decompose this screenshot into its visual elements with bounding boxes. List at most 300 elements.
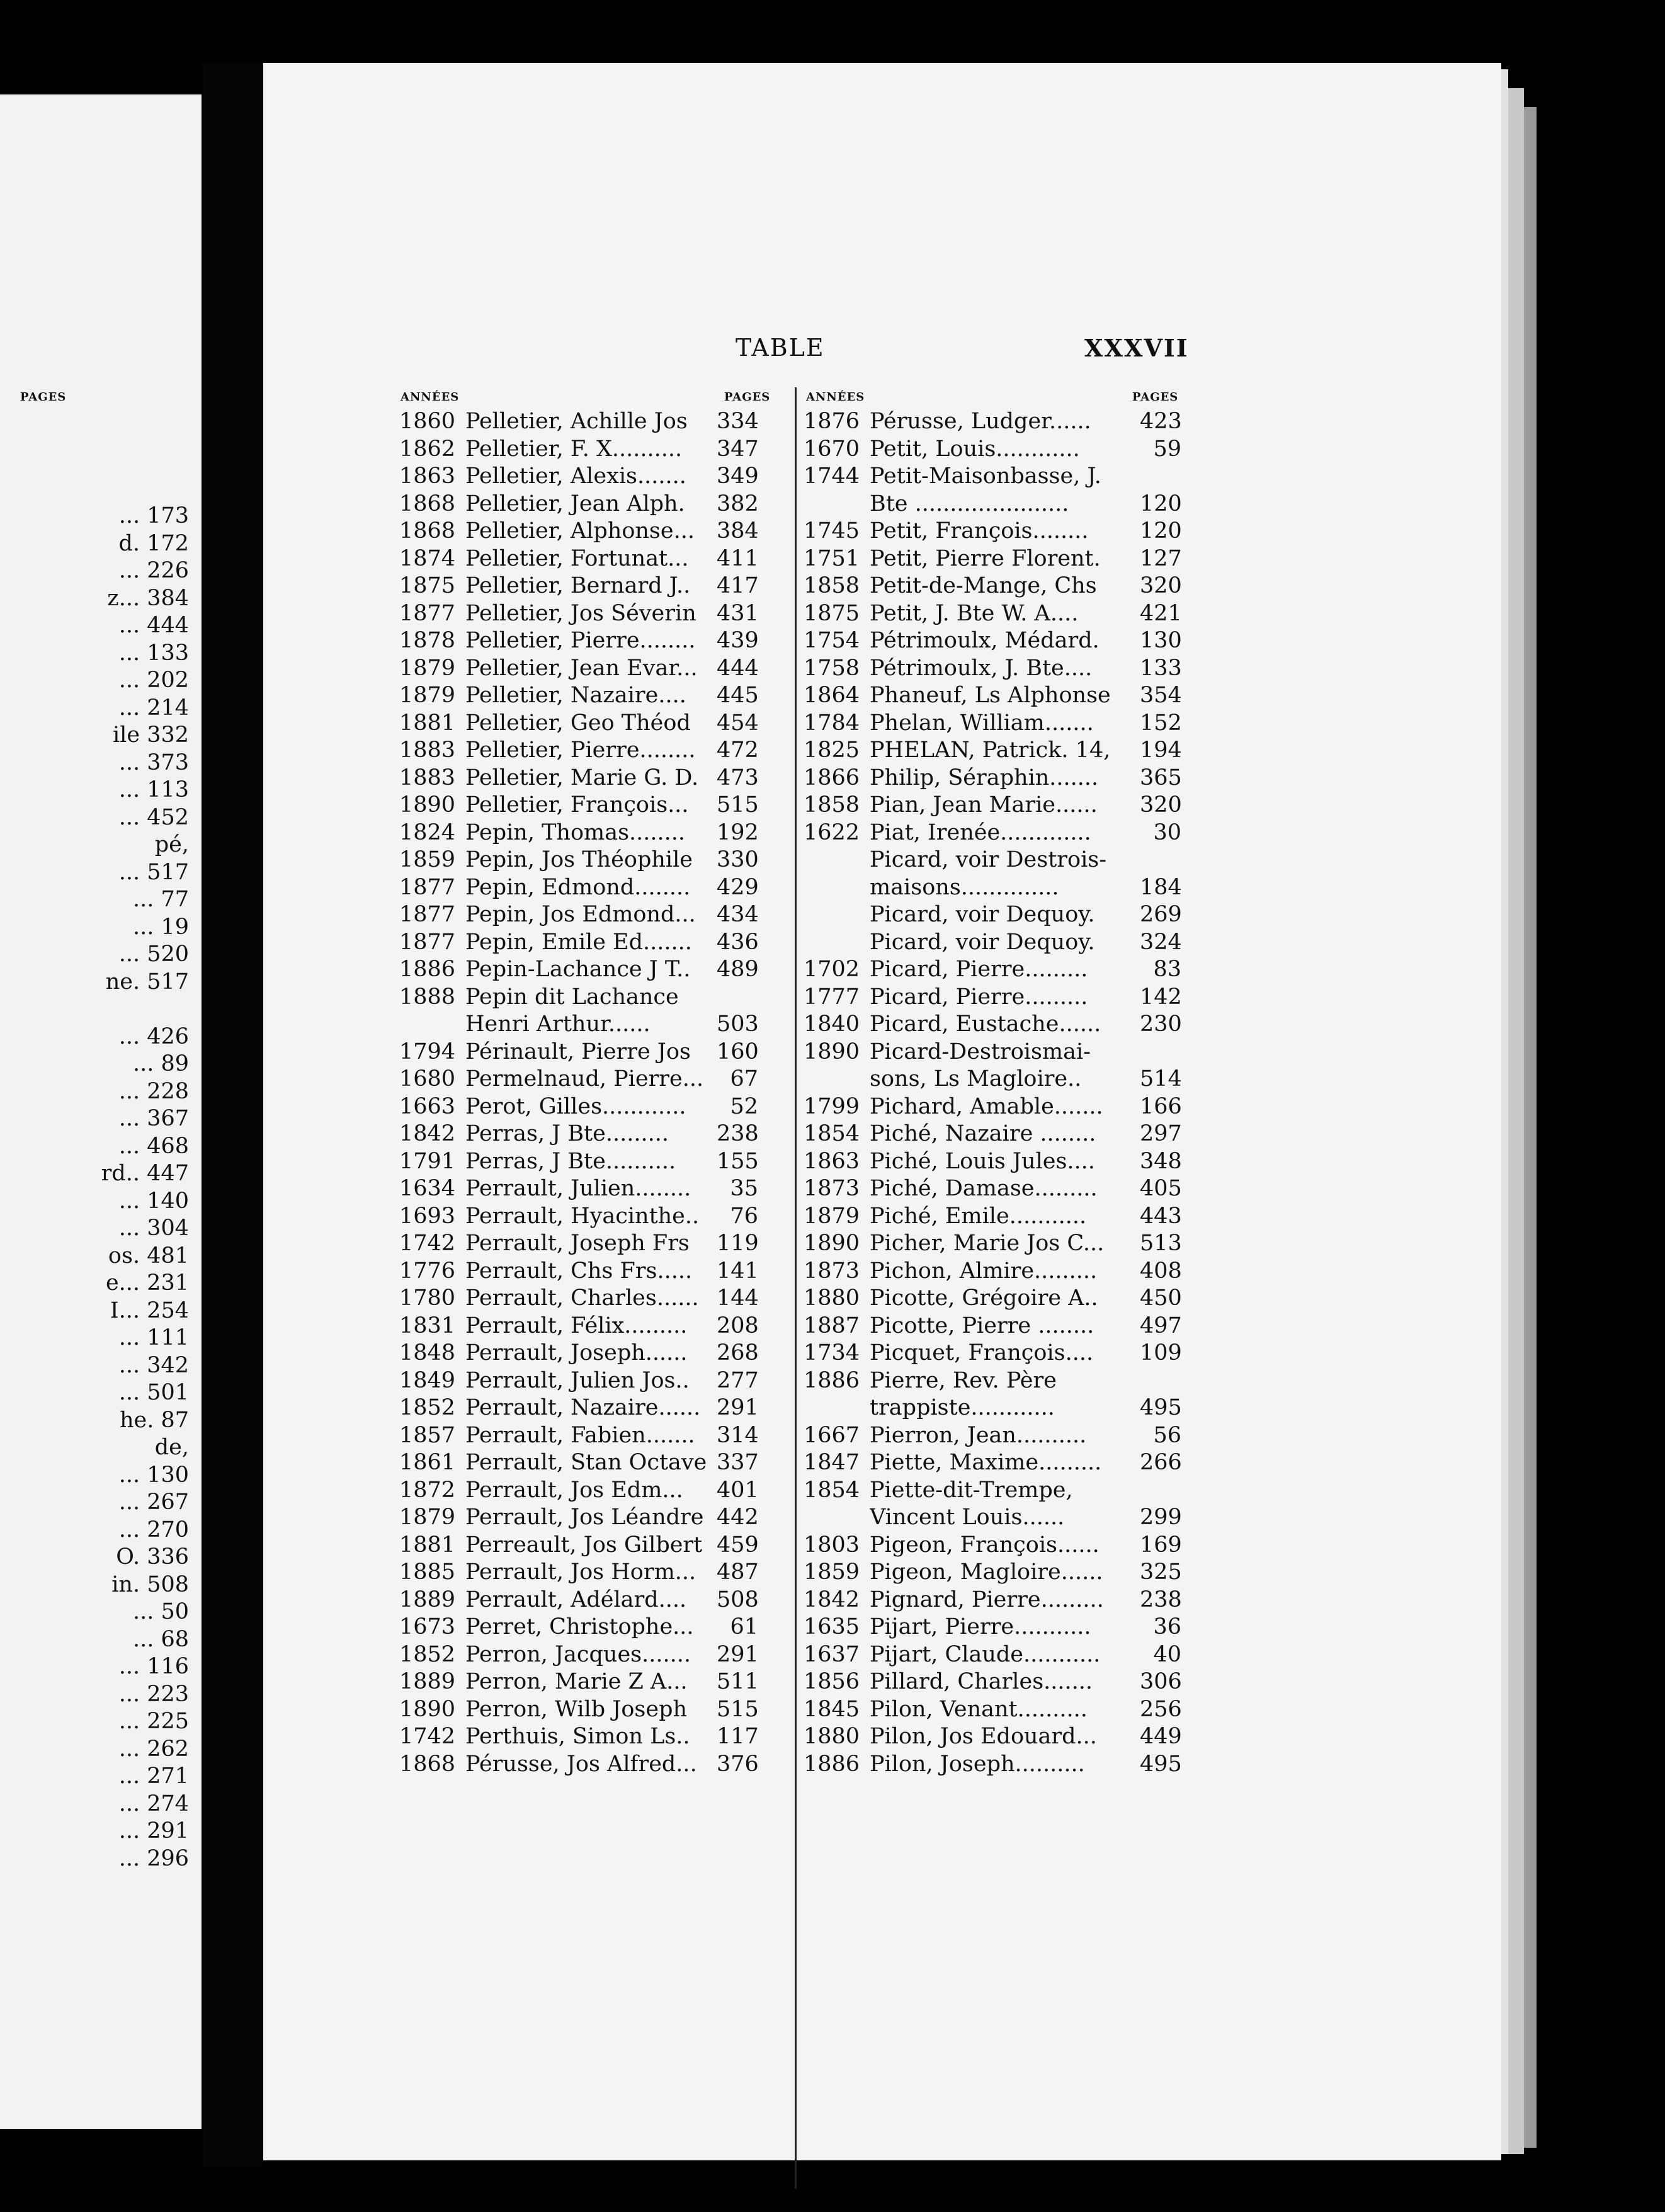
entry-page: 120	[1140, 491, 1182, 516]
index-entry	[399, 655, 758, 683]
facing-page-line: ... 77	[132, 887, 189, 912]
entry-page: 169	[1140, 1532, 1182, 1558]
index-entry	[399, 1422, 758, 1450]
entry-page: 347	[717, 436, 759, 462]
entry-page: 515	[717, 1696, 759, 1722]
entry-name: Pelletier, Achille Jos	[465, 409, 688, 434]
entry-page: 411	[717, 545, 759, 571]
index-entry	[804, 1313, 1181, 1340]
entry-name: Pian, Jean Marie......	[870, 792, 1098, 818]
index-entry	[804, 1148, 1181, 1176]
entry-name: Pignard, Pierre.........	[870, 1587, 1104, 1612]
entry-year: 1858	[804, 573, 860, 598]
entry-name: Vincent Louis......	[870, 1505, 1065, 1530]
entry-year	[804, 929, 870, 957]
entry-year: 1889	[399, 1669, 456, 1694]
entry-year: 1845	[804, 1696, 860, 1722]
entry-year: 1848	[399, 1340, 456, 1365]
entry-page: 405	[1140, 1176, 1182, 1201]
entry-year: 1744	[804, 464, 860, 489]
entry-year	[399, 1011, 465, 1039]
entry-name: Pigeon, François......	[870, 1532, 1100, 1558]
entry-name: Pepin, Thomas........	[465, 819, 686, 845]
index-entry	[804, 956, 1181, 984]
entry-name: Picard, voir Dequoy.	[870, 929, 1095, 955]
entry-page: 503	[717, 1012, 759, 1037]
entry-name: Perrault, Stan Octave	[465, 1450, 707, 1475]
entry-year: 1663	[399, 1093, 456, 1119]
facing-page-line: ... 19	[132, 914, 189, 940]
entry-name: Petit, François........	[870, 518, 1089, 544]
entry-name: Picard, Eustache......	[870, 1012, 1101, 1037]
entry-name: Pelletier, Alexis.......	[465, 464, 686, 489]
entry-page: 513	[1140, 1231, 1182, 1256]
entry-page: 349	[717, 464, 759, 489]
entry-year	[804, 901, 870, 929]
index-entry	[804, 1367, 1181, 1395]
index-entry	[399, 545, 758, 573]
entry-page: 459	[717, 1532, 759, 1558]
entry-year: 1693	[399, 1203, 456, 1229]
entry-year: 1873	[804, 1258, 860, 1284]
entry-page: 166	[1140, 1093, 1182, 1119]
entry-year: 1868	[399, 1751, 456, 1777]
entry-page: 429	[717, 874, 759, 900]
entry-page: 238	[717, 1121, 759, 1146]
entry-name: Phaneuf, Ls Alphonse	[870, 683, 1111, 708]
entry-name: Picard-Destroismai-	[870, 1039, 1091, 1064]
index-entry	[804, 984, 1181, 1012]
running-title: TABLE	[736, 334, 825, 362]
entry-year: 1702	[804, 957, 860, 982]
entry-name: Perot, Gilles............	[465, 1093, 686, 1119]
entry-name: Pilon, Joseph..........	[870, 1751, 1085, 1777]
index-entry	[399, 847, 758, 874]
index-entry	[804, 1175, 1181, 1203]
index-entry	[804, 1066, 1181, 1093]
entry-page: 155	[717, 1148, 759, 1174]
entry-page: 487	[717, 1559, 759, 1585]
entry-page: 130	[1140, 628, 1182, 653]
entry-name: Pilon, Venant..........	[870, 1696, 1088, 1722]
facing-page-line: ... 262	[118, 1736, 189, 1762]
index-entry	[804, 1668, 1181, 1696]
index-entry	[804, 1422, 1181, 1450]
facing-page-line: ... 228	[118, 1078, 189, 1104]
entry-year: 1673	[399, 1614, 456, 1639]
index-entry	[804, 1230, 1181, 1258]
entry-page	[1140, 1039, 1181, 1066]
facing-page-line: ... 342	[118, 1352, 189, 1378]
entry-year: 1842	[804, 1587, 860, 1612]
entry-page: 348	[1140, 1148, 1182, 1174]
entry-year: 1856	[804, 1669, 860, 1694]
index-entry	[399, 491, 758, 518]
facing-page-line: ... 296	[118, 1845, 189, 1871]
entry-name: Perrault, Chs Frs.....	[465, 1258, 693, 1284]
facing-page-line: ... 225	[118, 1709, 189, 1734]
entry-page: 67	[730, 1066, 758, 1092]
entry-name: Picotte, Pierre ........	[870, 1313, 1094, 1338]
entry-page: 334	[717, 409, 759, 434]
entry-year: 1879	[399, 655, 456, 681]
page-numeral: XXXVII	[1084, 334, 1189, 362]
index-entry	[804, 847, 1181, 874]
entry-year: 1883	[399, 765, 456, 790]
entry-page: 401	[717, 1477, 759, 1503]
index-entry	[804, 1258, 1181, 1286]
entry-year: 1777	[804, 984, 860, 1010]
entry-page: 299	[1140, 1505, 1182, 1530]
entry-page: 508	[717, 1587, 759, 1612]
index-entry	[399, 765, 758, 792]
entry-page: 59	[1153, 436, 1181, 462]
index-entry	[399, 956, 758, 984]
entry-name: Pichard, Amable.......	[870, 1093, 1103, 1119]
entry-name: Pelletier, Jean Alph.	[465, 491, 685, 516]
entry-name: Perrault, Joseph......	[465, 1340, 688, 1365]
entry-page: 120	[1140, 518, 1182, 544]
entry-page: 417	[717, 573, 759, 598]
entry-name: Philip, Séraphin.......	[870, 765, 1099, 790]
entry-year: 1754	[804, 628, 860, 653]
entry-name: PHELAN, Patrick. 14,	[870, 738, 1111, 763]
entry-page: 268	[717, 1340, 759, 1365]
entry-page: 142	[1140, 984, 1182, 1010]
entry-name: Perras, J Bte.........	[465, 1121, 669, 1146]
index-entry	[804, 518, 1181, 545]
right-index-column	[804, 408, 1181, 1778]
entry-page: 324	[1140, 929, 1182, 955]
entry-year: 1887	[804, 1313, 860, 1338]
entry-page: 434	[717, 902, 759, 927]
entry-year: 1879	[804, 1203, 860, 1229]
entry-year: 1860	[399, 409, 456, 434]
index-entry	[804, 1696, 1181, 1724]
index-entry	[804, 655, 1181, 683]
entry-name: Pierre, Rev. Père	[870, 1367, 1057, 1393]
page-edge	[1524, 107, 1537, 2148]
index-entry	[804, 545, 1181, 573]
index-entry	[399, 1175, 758, 1203]
facing-page-line: ... 173	[118, 503, 189, 528]
entry-year: 1872	[399, 1477, 456, 1503]
entry-page: 152	[1140, 710, 1182, 736]
index-entry	[804, 1120, 1181, 1148]
entry-page: 365	[1140, 765, 1182, 790]
entry-name: Picher, Marie Jos C...	[870, 1231, 1105, 1256]
index-entry	[399, 737, 758, 765]
entry-year: 1849	[399, 1367, 456, 1393]
entry-name: Petit, J. Bte W. A....	[870, 600, 1079, 626]
entry-year: 1794	[399, 1039, 456, 1064]
entry-year: 1868	[399, 518, 456, 544]
entry-name: Piette-dit-Trempe,	[870, 1477, 1073, 1503]
entry-year: 1861	[399, 1450, 456, 1475]
entry-page: 330	[717, 847, 759, 872]
entry-year	[804, 491, 870, 518]
entry-page: 376	[717, 1751, 759, 1777]
facing-page-line: he. 87	[119, 1407, 189, 1433]
entry-name: Périnault, Pierre Jos	[465, 1039, 691, 1064]
entry-name: Pierron, Jean..........	[870, 1422, 1087, 1448]
entry-page: 384	[717, 518, 759, 544]
entry-name: Piché, Nazaire ........	[870, 1121, 1096, 1146]
index-entry	[399, 1285, 758, 1313]
entry-year: 1670	[804, 436, 860, 462]
entry-name: Perthuis, Simon Ls..	[465, 1724, 690, 1749]
index-entry	[804, 491, 1181, 518]
facing-page-line: ... 270	[118, 1517, 189, 1542]
facing-page-line: in. 508	[111, 1571, 189, 1597]
facing-page-line: ... 520	[118, 942, 189, 967]
entry-year	[804, 1394, 870, 1422]
index-entry	[399, 573, 758, 600]
entry-year: 1877	[399, 929, 456, 955]
entry-name: sons, Ls Magloire..	[870, 1066, 1082, 1092]
index-entry	[399, 1587, 758, 1614]
entry-year	[804, 874, 870, 902]
entry-year	[804, 1066, 870, 1093]
entry-name: Picard, voir Dequoy.	[870, 902, 1095, 927]
index-entry	[399, 1011, 758, 1039]
entry-page: 511	[717, 1669, 759, 1694]
entry-name: Perrault, Charles......	[465, 1286, 699, 1311]
entry-page: 35	[730, 1176, 758, 1201]
index-entry	[804, 1532, 1181, 1559]
entry-name: Perras, J Bte..........	[465, 1148, 676, 1174]
entry-year: 1758	[804, 655, 860, 681]
index-entry	[804, 1641, 1181, 1669]
entry-page: 144	[717, 1286, 759, 1311]
index-entry	[804, 1587, 1181, 1614]
entry-year: 1886	[804, 1367, 860, 1393]
entry-year: 1791	[399, 1148, 456, 1174]
entry-page: 450	[1140, 1286, 1182, 1311]
index-entry	[804, 1039, 1181, 1066]
entry-name: Perrault, Jos Léandre	[465, 1505, 704, 1530]
index-entry	[399, 1230, 758, 1258]
entry-year: 1877	[399, 874, 456, 900]
index-entry	[399, 929, 758, 957]
entry-year: 1799	[804, 1093, 860, 1119]
entry-page: 431	[717, 600, 759, 626]
entry-page: 436	[717, 929, 759, 955]
entry-year: 1874	[399, 545, 456, 571]
index-entry	[399, 1532, 758, 1559]
entry-name: Petit, Pierre Florent.	[870, 545, 1101, 571]
index-entry	[399, 1066, 758, 1093]
entry-page: 256	[1140, 1696, 1182, 1722]
entry-page: 30	[1153, 819, 1181, 845]
entry-year: 1622	[804, 819, 860, 845]
index-entry	[804, 627, 1181, 655]
facing-page-line: ... 267	[118, 1490, 189, 1515]
index-entry	[399, 819, 758, 847]
entry-name: Pétrimoulx, Médard.	[870, 628, 1100, 653]
entry-page: 473	[717, 765, 759, 790]
entry-page: 277	[717, 1367, 759, 1393]
entry-name: Picotte, Grégoire A..	[870, 1286, 1098, 1311]
entry-name: Pelletier, Alphonse...	[465, 518, 695, 544]
entry-year: 1751	[804, 545, 860, 571]
entry-name: Picquet, François....	[870, 1340, 1094, 1365]
entry-page: 472	[717, 738, 759, 763]
index-entry	[399, 1668, 758, 1696]
entry-year: 1890	[399, 792, 456, 818]
facing-page-line: pé,	[154, 832, 189, 857]
entry-year: 1880	[804, 1286, 860, 1311]
facing-page-line	[0, 996, 189, 1023]
entry-page	[1140, 1367, 1181, 1395]
facing-page-line: ... 517	[118, 859, 189, 885]
entry-name: Pelletier, F. X..........	[465, 436, 683, 462]
entry-name: Piat, Irenée.............	[870, 819, 1091, 845]
entry-year: 1879	[399, 1505, 456, 1530]
entry-page: 83	[1153, 957, 1181, 982]
entry-page: 382	[717, 491, 759, 516]
entry-page: 354	[1140, 683, 1182, 708]
entry-year: 1847	[804, 1450, 860, 1475]
entry-name: Pepin, Jos Théophile	[465, 847, 693, 872]
entry-page: 314	[717, 1422, 759, 1448]
index-entry	[399, 1477, 758, 1505]
entry-name: Pepin, Edmond........	[465, 874, 691, 900]
entry-name: Pétrimoulx, J. Bte....	[870, 655, 1093, 681]
book-gutter	[203, 63, 263, 2167]
entry-year: 1857	[399, 1422, 456, 1448]
facing-page-line: I... 254	[110, 1297, 189, 1323]
entry-year: 1635	[804, 1614, 860, 1639]
facing-page-line: ... 426	[118, 1023, 189, 1049]
index-entry	[399, 600, 758, 628]
entry-year: 1742	[399, 1231, 456, 1256]
index-entry	[804, 573, 1181, 600]
entry-page: 423	[1140, 409, 1182, 434]
entry-name: Henri Arthur......	[465, 1012, 651, 1037]
entry-year: 1863	[399, 464, 456, 489]
index-entry	[399, 627, 758, 655]
index-entry	[804, 408, 1181, 436]
entry-year: 1877	[399, 902, 456, 927]
entry-year: 1852	[399, 1395, 456, 1420]
entry-page: 269	[1140, 902, 1182, 927]
index-entry	[399, 1093, 758, 1121]
entry-page: 291	[717, 1641, 759, 1667]
left-column-pages-label: PAGES	[724, 391, 771, 404]
entry-year: 1890	[804, 1039, 860, 1064]
index-entry	[804, 792, 1181, 819]
entry-name: Pilon, Jos Edouard...	[870, 1724, 1097, 1749]
entry-year: 1873	[804, 1176, 860, 1201]
entry-page: 489	[717, 957, 759, 982]
index-entry	[399, 1723, 758, 1751]
entry-name: Perrault, Julien........	[465, 1176, 691, 1201]
index-entry	[804, 737, 1181, 765]
index-entry	[804, 1093, 1181, 1121]
facing-page-line: e... 231	[105, 1270, 189, 1296]
entry-name: Perrault, Julien Jos..	[465, 1367, 690, 1393]
entry-page: 56	[1153, 1422, 1181, 1448]
index-entry	[399, 1367, 758, 1395]
facing-page-line: ... 214	[118, 695, 189, 721]
facing-page-line: ... 226	[118, 558, 189, 583]
entry-page: 61	[730, 1614, 758, 1639]
entry-name: Pelletier, Geo Théod	[465, 710, 691, 736]
facing-page-line: ... 50	[132, 1599, 189, 1624]
entry-name: maisons..............	[870, 874, 1059, 900]
entry-year	[804, 847, 870, 874]
entry-page: 192	[717, 819, 759, 845]
entry-year: 1831	[399, 1313, 456, 1338]
facing-page-line: O. 336	[116, 1544, 189, 1570]
entry-year: 1680	[399, 1066, 456, 1092]
entry-page: 184	[1140, 874, 1182, 900]
index-entry	[399, 1449, 758, 1477]
index-entry	[399, 1751, 758, 1779]
entry-name: Perron, Jacques.......	[465, 1641, 691, 1667]
entry-year: 1868	[399, 491, 456, 516]
entry-name: Perrault, Adélard....	[465, 1587, 687, 1612]
index-entry	[399, 1148, 758, 1176]
entry-name: Picard, voir Destrois-	[870, 847, 1107, 872]
index-entry	[804, 874, 1181, 902]
entry-year: 1842	[399, 1121, 456, 1146]
facing-page-line: ... 274	[118, 1791, 189, 1816]
entry-name: Perrault, Nazaire......	[465, 1395, 701, 1420]
entry-name: Piché, Louis Jules....	[870, 1148, 1095, 1174]
entry-name: Permelnaud, Pierre...	[465, 1066, 704, 1092]
index-entry	[804, 765, 1181, 792]
entry-year: 1863	[804, 1148, 860, 1174]
entry-year: 1890	[399, 1696, 456, 1722]
entry-year: 1734	[804, 1340, 860, 1365]
facing-page	[0, 94, 202, 2129]
entry-year: 1886	[804, 1751, 860, 1777]
entry-year: 1877	[399, 600, 456, 626]
index-entry	[804, 1614, 1181, 1641]
entry-name: Perret, Christophe...	[465, 1614, 694, 1639]
entry-page: 109	[1140, 1340, 1182, 1365]
entry-page: 421	[1140, 600, 1182, 626]
left-index-column	[399, 408, 758, 1778]
facing-page-line: d. 172	[118, 530, 189, 556]
entry-name: Pepin-Lachance J T..	[465, 957, 691, 982]
entry-page: 266	[1140, 1450, 1182, 1475]
index-entry	[399, 792, 758, 819]
entry-name: Perrault, Jos Horm...	[465, 1559, 696, 1585]
entry-year: 1824	[399, 819, 456, 845]
facing-page-line: ... 271	[118, 1764, 189, 1789]
index-entry	[804, 682, 1181, 710]
entry-name: Pichon, Almire.........	[870, 1258, 1098, 1284]
entry-name: Pelletier, Jean Evar...	[465, 655, 698, 681]
facing-page-line: ... 444	[118, 613, 189, 638]
facing-page-line: z... 384	[107, 585, 189, 611]
entry-year: 1745	[804, 518, 860, 544]
entry-name: Bte ......................	[870, 491, 1069, 516]
entry-year: 1885	[399, 1559, 456, 1585]
index-entry	[399, 710, 758, 738]
entry-year: 1667	[804, 1422, 860, 1448]
entry-name: Perrault, Hyacinthe..	[465, 1203, 700, 1229]
index-entry	[804, 1203, 1181, 1231]
entry-year: 1875	[399, 573, 456, 598]
entry-page: 52	[730, 1093, 758, 1119]
index-entry	[804, 463, 1181, 491]
entry-page: 325	[1140, 1559, 1182, 1585]
index-entry	[399, 1340, 758, 1367]
